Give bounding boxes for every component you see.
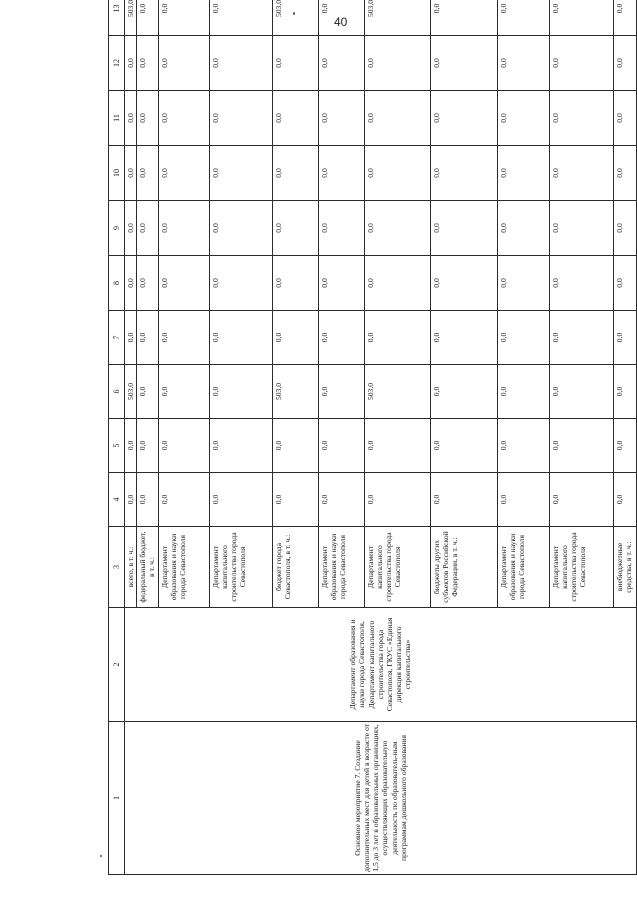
value-cell: 0,0 xyxy=(158,419,209,473)
value-cell: 0,0 xyxy=(549,311,613,365)
value-cell: 0,0 xyxy=(549,91,613,146)
value-cell: 0,0 xyxy=(430,473,497,527)
value-cell: 0,0 xyxy=(613,201,636,256)
funding-source-cell: внебюджетные средства, в т. ч.: xyxy=(613,527,636,608)
value-cell: 503,0 xyxy=(364,365,430,419)
col-number: 1 xyxy=(109,722,125,875)
value-cell: 0,0 xyxy=(209,365,272,419)
value-cell: 0,0 xyxy=(209,91,272,146)
col-number: 12 xyxy=(109,36,125,91)
value-cell: 0,0 xyxy=(497,311,549,365)
scan-speck xyxy=(100,855,102,857)
funding-source-cell: бюджет города Севастополя, в т. ч.: xyxy=(272,527,318,608)
value-cell: 0,0 xyxy=(158,201,209,256)
value-cell: 0,0 xyxy=(125,419,137,473)
value-cell: 0,0 xyxy=(137,0,158,36)
value-cell: 0,0 xyxy=(497,365,549,419)
value-cell: 0,0 xyxy=(158,36,209,91)
value-cell: 0,0 xyxy=(158,0,209,36)
value-cell: 0,0 xyxy=(613,311,636,365)
value-cell: 0,0 xyxy=(158,365,209,419)
value-cell: 0,0 xyxy=(137,419,158,473)
value-cell: 0,0 xyxy=(272,419,318,473)
value-cell: 0,0 xyxy=(613,91,636,146)
value-cell: 0,0 xyxy=(137,201,158,256)
value-cell: 0,0 xyxy=(137,256,158,311)
value-cell: 0,0 xyxy=(549,473,613,527)
value-cell: 0,0 xyxy=(549,0,613,36)
value-cell: 0,0 xyxy=(125,201,137,256)
value-cell: 0,0 xyxy=(137,473,158,527)
value-cell: 0,0 xyxy=(549,201,613,256)
value-cell: 0,0 xyxy=(549,419,613,473)
value-cell: 0,0 xyxy=(209,146,272,201)
value-cell: 0,0 xyxy=(497,36,549,91)
value-cell: 0,0 xyxy=(272,146,318,201)
value-cell: 0,0 xyxy=(272,311,318,365)
value-cell: 0,0 xyxy=(272,91,318,146)
value-cell: 0,0 xyxy=(613,419,636,473)
funding-source-cell: Департамент образования и науки города Севастополя xyxy=(318,527,364,608)
value-cell: 0,0 xyxy=(613,256,636,311)
value-cell: 0,0 xyxy=(430,256,497,311)
value-cell: 0,0 xyxy=(209,0,272,36)
value-cell: 0,0 xyxy=(318,311,364,365)
col-number: 3 xyxy=(109,527,125,608)
value-cell: 0,0 xyxy=(209,36,272,91)
value-cell: 503,0 xyxy=(125,365,137,419)
value-cell: 0,0 xyxy=(272,201,318,256)
funding-source-cell: всего, в т. ч.: xyxy=(125,527,137,608)
value-cell: 0,0 xyxy=(318,0,364,36)
value-cell: 0,0 xyxy=(209,311,272,365)
col-number: 10 xyxy=(109,146,125,201)
value-cell: 0,0 xyxy=(364,36,430,91)
col-number: 11 xyxy=(109,91,125,146)
col-number: 6 xyxy=(109,365,125,419)
executors-cell: Департамент образования и науки города Севастополя, Департамент капитального строительства города Севастополя, ГКУС «Единая дирекция капитального строительства» xyxy=(125,608,637,722)
value-cell: 0,0 xyxy=(497,473,549,527)
value-cell: 0,0 xyxy=(209,256,272,311)
value-cell: 0,0 xyxy=(364,256,430,311)
value-cell: 0,0 xyxy=(137,146,158,201)
value-cell: 0,0 xyxy=(430,201,497,256)
value-cell: 503,0 xyxy=(272,365,318,419)
value-cell: 0,0 xyxy=(318,419,364,473)
funding-source-cell: Департамент образования и науки города Севастополя xyxy=(158,527,209,608)
value-cell: 503,0 xyxy=(272,0,318,36)
value-cell: 0,0 xyxy=(613,473,636,527)
value-cell: 0,0 xyxy=(318,473,364,527)
value-cell: 0,0 xyxy=(364,473,430,527)
value-cell: 0,0 xyxy=(497,91,549,146)
value-cell: 0,0 xyxy=(430,0,497,36)
value-cell: 0,0 xyxy=(318,365,364,419)
funding-source-cell: Департамент капитального строительства города Севастополя xyxy=(209,527,272,608)
value-cell: 0,0 xyxy=(613,0,636,36)
value-cell: 0,0 xyxy=(158,91,209,146)
value-cell: 0,0 xyxy=(430,365,497,419)
value-cell: 0,0 xyxy=(318,91,364,146)
value-cell: 0,0 xyxy=(158,473,209,527)
col-number: 9 xyxy=(109,201,125,256)
value-cell: 0,0 xyxy=(364,146,430,201)
value-cell: 0,0 xyxy=(430,311,497,365)
value-cell: 0,0 xyxy=(364,311,430,365)
value-cell: 0,0 xyxy=(318,201,364,256)
funding-source-cell: бюджеты других субъектов Российской Федерации, в т. ч.: xyxy=(430,527,497,608)
value-cell: 0,0 xyxy=(497,0,549,36)
value-cell: 0,0 xyxy=(272,36,318,91)
value-cell: 0,0 xyxy=(613,36,636,91)
value-cell: 503,0 xyxy=(364,0,430,36)
measure-cell: Основное мероприятие 7. Создание дополнительных мест для детей в возрасте от 1,5 до 3 лет в образовательных организациях, осуществляющих образовательную деятельность по образователь-ным программам дошкольного образования xyxy=(125,722,637,875)
value-cell: 0,0 xyxy=(549,146,613,201)
value-cell: 0,0 xyxy=(272,256,318,311)
col-number: 2 xyxy=(109,608,125,722)
value-cell: 0,0 xyxy=(125,146,137,201)
value-cell: 0,0 xyxy=(209,419,272,473)
value-cell: 0,0 xyxy=(364,201,430,256)
value-cell: 0,0 xyxy=(125,91,137,146)
col-number: 5 xyxy=(109,419,125,473)
value-cell: 0,0 xyxy=(549,256,613,311)
value-cell: 0,0 xyxy=(364,419,430,473)
value-cell: 0,0 xyxy=(125,256,137,311)
value-cell: 0,0 xyxy=(158,146,209,201)
funding-source-cell: Департамент образования и науки города Севастополя xyxy=(497,527,549,608)
value-cell: 0,0 xyxy=(158,311,209,365)
value-cell: 0,0 xyxy=(430,419,497,473)
value-cell: 0,0 xyxy=(497,256,549,311)
value-cell: 0,0 xyxy=(137,311,158,365)
value-cell: 0,0 xyxy=(125,36,137,91)
value-cell: 0,0 xyxy=(209,473,272,527)
value-cell: 0,0 xyxy=(272,473,318,527)
value-cell: 0,0 xyxy=(549,36,613,91)
value-cell: 503,0 xyxy=(125,0,137,36)
value-cell: 0,0 xyxy=(137,36,158,91)
value-cell: 0,0 xyxy=(497,201,549,256)
value-cell: 0,0 xyxy=(125,311,137,365)
funding-source-cell: федеральный бюджет, в т. ч.: xyxy=(137,527,158,608)
value-cell: 0,0 xyxy=(158,256,209,311)
col-number: 13 xyxy=(109,0,125,36)
value-cell: 0,0 xyxy=(430,146,497,201)
value-cell: 0,0 xyxy=(497,146,549,201)
value-cell: 0,0 xyxy=(318,146,364,201)
col-number: 4 xyxy=(109,473,125,527)
value-cell: 0,0 xyxy=(125,473,137,527)
col-number: 8 xyxy=(109,256,125,311)
funding-source-cell: Департамент капитального строительства города Севастополя xyxy=(364,527,430,608)
page-number: 40 xyxy=(334,15,348,29)
value-cell: 0,0 xyxy=(318,36,364,91)
column-number-row xyxy=(109,0,125,875)
value-cell: 0,0 xyxy=(497,419,549,473)
value-cell: 0,0 xyxy=(209,201,272,256)
value-cell: 0,0 xyxy=(318,256,364,311)
col-number: 7 xyxy=(109,311,125,365)
value-cell: 0,0 xyxy=(137,365,158,419)
value-cell: 0,0 xyxy=(137,91,158,146)
value-cell: 0,0 xyxy=(364,91,430,146)
value-cell: 0,0 xyxy=(613,146,636,201)
value-cell: 0,0 xyxy=(430,36,497,91)
value-cell: 0,0 xyxy=(430,91,497,146)
value-cell: 0,0 xyxy=(613,365,636,419)
funding-table xyxy=(108,0,637,875)
value-cell: 0,0 xyxy=(549,365,613,419)
table-row xyxy=(125,0,137,875)
funding-source-cell: Департамент капитального строительства города Севастополя xyxy=(549,527,613,608)
